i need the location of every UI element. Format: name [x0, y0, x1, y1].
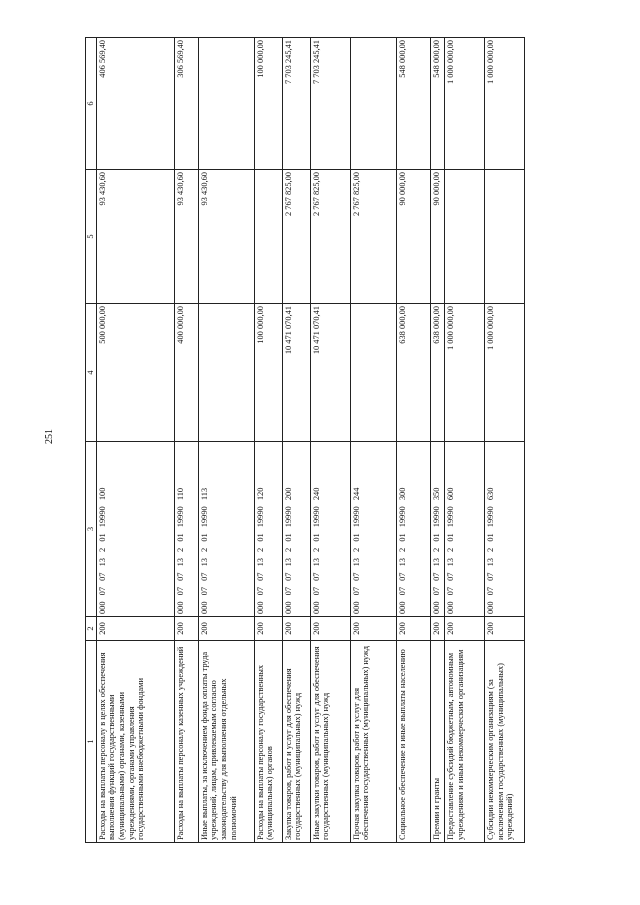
- row-kbk: 000 07 07 13 2 01 19990 600: [444, 442, 484, 617]
- header-col-3: 3: [86, 442, 97, 617]
- row-code: 200: [350, 617, 396, 641]
- row-value-4: [350, 304, 396, 442]
- row-value-6: 1 000 000,00: [444, 38, 484, 170]
- row-code: 200: [254, 617, 282, 641]
- row-name: Иные закупки товаров, работ и услуг для обеспечения государственных (муниципальных) нужд: [310, 641, 350, 843]
- row-value-4: 10 471 070,41: [310, 304, 350, 442]
- table-row: [444, 38, 484, 843]
- table-row: [174, 38, 198, 843]
- row-kbk: 000 07 07 13 2 01 19990 300: [396, 442, 430, 617]
- row-value-4: 638 000,00: [396, 304, 430, 442]
- row-value-6: 100 000,00: [254, 38, 282, 170]
- header-col-5: 5: [86, 170, 97, 304]
- row-value-4: [198, 304, 254, 442]
- row-value-6: 548 000,00: [396, 38, 430, 170]
- row-kbk: 000 07 07 13 2 01 19990 110: [174, 442, 198, 617]
- row-name: Премии и гранты: [430, 641, 444, 843]
- row-value-6: 406 569,40: [96, 38, 174, 170]
- row-value-5: 93 430,60: [174, 170, 198, 304]
- row-value-4: 638 000,00: [430, 304, 444, 442]
- row-code: 200: [484, 617, 524, 641]
- header-col-1: 1: [86, 641, 97, 843]
- row-code: 200: [444, 617, 484, 641]
- row-value-4: 500 000,00: [96, 304, 174, 442]
- row-kbk: 000 07 07 13 2 01 19990 200: [282, 442, 310, 617]
- budget-table-rotated: [85, 38, 525, 843]
- row-name: Расходы на выплаты персоналу в целях обеспечения выполнения функций государственными (муниципальными) органами, казенными учреждениями, органами управления государственными внебюджетными фондами: [96, 641, 174, 843]
- table-row: [350, 38, 396, 843]
- header-col-4: 4: [86, 304, 97, 442]
- row-value-6: 548 000,00: [430, 38, 444, 170]
- row-code: 200: [430, 617, 444, 641]
- row-value-5: 90 000,00: [430, 170, 444, 304]
- row-value-5: 2 767 825,00: [282, 170, 310, 304]
- table-row: [282, 38, 310, 843]
- row-code: 200: [310, 617, 350, 641]
- row-code: 200: [396, 617, 430, 641]
- row-value-6: 7 703 245,41: [282, 38, 310, 170]
- row-name: Расходы на выплаты персоналу государственных (муниципальных) органов: [254, 641, 282, 843]
- row-value-4: 10 471 070,41: [282, 304, 310, 442]
- table-row: [484, 38, 524, 843]
- budget-table: [85, 37, 525, 843]
- row-code: 200: [198, 617, 254, 641]
- row-value-5: 93 430,60: [198, 170, 254, 304]
- row-kbk: 000 07 07 13 2 01 19990 100: [96, 442, 174, 617]
- row-name: Иные выплаты, за исключением фонда оплаты труда учреждений, лицам, привлекаемым согласно законодательству для выполнения отдельных полномочий: [198, 641, 254, 843]
- row-code: 200: [174, 617, 198, 641]
- row-kbk: 000 07 07 13 2 01 19990 630: [484, 442, 524, 617]
- row-value-5: 2 767 825,00: [310, 170, 350, 304]
- row-value-4: 400 000,00: [174, 304, 198, 442]
- row-code: 200: [96, 617, 174, 641]
- row-name: Социальное обеспечение и иные выплаты населению: [396, 641, 430, 843]
- row-value-5: [444, 170, 484, 304]
- row-kbk: 000 07 07 13 2 01 19990 350: [430, 442, 444, 617]
- row-value-6: [350, 38, 396, 170]
- row-value-5: [254, 170, 282, 304]
- row-kbk: 000 07 07 13 2 01 19990 240: [310, 442, 350, 617]
- row-name: Предоставление субсидий бюджетным, автономным учреждениям и иным некоммерческим организациям: [444, 641, 484, 843]
- table-row: [430, 38, 444, 843]
- row-name: Расходы на выплаты персоналу казенных учреждений: [174, 641, 198, 843]
- page-number: 251: [44, 429, 55, 444]
- row-value-6: 1 000 000,00: [484, 38, 524, 170]
- row-kbk: 000 07 07 13 2 01 19990 244: [350, 442, 396, 617]
- row-value-6: 306 569,40: [174, 38, 198, 170]
- row-value-6: [198, 38, 254, 170]
- table-row: [310, 38, 350, 843]
- table-row: [96, 38, 174, 843]
- row-kbk: 000 07 07 13 2 01 19990 120: [254, 442, 282, 617]
- row-value-5: 2 767 825,00: [350, 170, 396, 304]
- table-row: [254, 38, 282, 843]
- row-value-4: 1 000 000,00: [444, 304, 484, 442]
- row-value-6: 7 703 245,41: [310, 38, 350, 170]
- table-header-row: [86, 38, 97, 843]
- header-col-6: 6: [86, 38, 97, 170]
- row-name: Прочая закупка товаров, работ и услуг для обеспечения государственных (муниципальных) нужд: [350, 641, 396, 843]
- row-kbk: 000 07 07 13 2 01 19990 113: [198, 442, 254, 617]
- row-value-4: 1 000 000,00: [484, 304, 524, 442]
- row-name: Субсидии некоммерческим организациям (за исключением государственных (муниципальных) учреждений): [484, 641, 524, 843]
- row-value-5: 90 000,00: [396, 170, 430, 304]
- row-value-5: [484, 170, 524, 304]
- header-col-2: 2: [86, 617, 97, 641]
- table-row: [198, 38, 254, 843]
- row-value-5: 93 430,60: [96, 170, 174, 304]
- row-code: 200: [282, 617, 310, 641]
- row-value-4: 100 000,00: [254, 304, 282, 442]
- table-row: [396, 38, 430, 843]
- row-name: Закупка товаров, работ и услуг для обеспечения государственных (муниципальных) нужд: [282, 641, 310, 843]
